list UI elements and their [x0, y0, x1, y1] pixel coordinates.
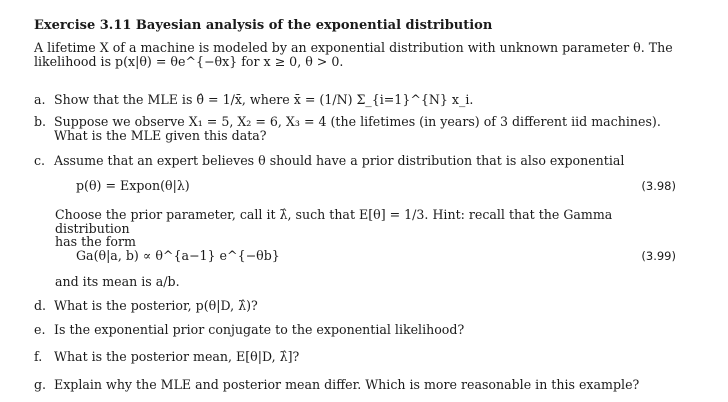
item-c-end: and its mean is a/b.	[55, 274, 180, 289]
item-f	[34, 350, 678, 364]
item-e-text: Is the exponential prior conjugate to the exponential likelihood?	[54, 322, 465, 337]
item-e-label: e.	[34, 322, 46, 337]
item-d-text: What is the posterior, p(θ|D, λ̂)?	[54, 298, 258, 313]
item-c-cont-line-1: Choose the prior parameter, call it λ̂, such that E[θ] = 1/3. Hint: recall that the Gamma distribution	[55, 207, 613, 236]
exercise-intro	[34, 41, 676, 68]
item-g	[34, 378, 678, 392]
equation-3-98	[76, 179, 676, 195]
item-c	[34, 154, 678, 168]
intro-line-2: likelihood is p(x|θ) = θe^{−θx} for x ≥ 0, θ > 0.	[34, 53, 344, 69]
item-f-label: f.	[34, 349, 43, 364]
item-c-text: Assume that an expert believes θ should have a prior distribution that is also exponential	[54, 153, 625, 168]
item-e	[34, 323, 678, 337]
item-g-text: Explain why the MLE and posterior mean differ. Which is more reasonable in this example?	[54, 377, 640, 392]
item-d-label: d.	[34, 298, 47, 313]
item-b-label: b.	[34, 114, 47, 129]
equation-3-98-number: (3.98)	[641, 179, 676, 193]
exercise-title: Exercise 3.11 Bayesian analysis of the exponential distribution	[34, 18, 493, 33]
item-a	[34, 93, 678, 107]
item-b-line-1: Suppose we observe X₁ = 5, X₂ = 6, X₃ = 4 (the lifetimes (in years) of 3 different iid machines).	[54, 114, 661, 129]
equation-3-99	[76, 249, 676, 265]
equation-3-99-math: Ga(θ|a, b) ∝ θ^{a−1} e^{−θb}	[76, 248, 280, 263]
item-b	[34, 115, 678, 142]
item-b-line-2: What is the MLE given this data?	[54, 127, 267, 143]
item-a-text: Show that the MLE is θ̂ = 1/x̄, where x̄ = (1/N) Σ_{i=1}^{N} x_i.	[54, 92, 474, 107]
item-g-label: g.	[34, 377, 47, 392]
intro-line-1: A lifetime X of a machine is modeled by an exponential distribution with unknown parameter θ. The	[34, 40, 673, 55]
item-c-continuation	[55, 208, 676, 249]
item-c-label: c.	[34, 153, 46, 168]
item-d	[34, 299, 678, 313]
item-a-label: a.	[34, 92, 46, 107]
item-c-cont-line-2: has the form	[55, 234, 136, 250]
equation-3-99-number: (3.99)	[641, 249, 676, 263]
item-f-text: What is the posterior mean, E[θ|D, λ̂]?	[54, 349, 300, 364]
equation-3-98-math: p(θ) = Expon(θ|λ)	[76, 178, 190, 193]
